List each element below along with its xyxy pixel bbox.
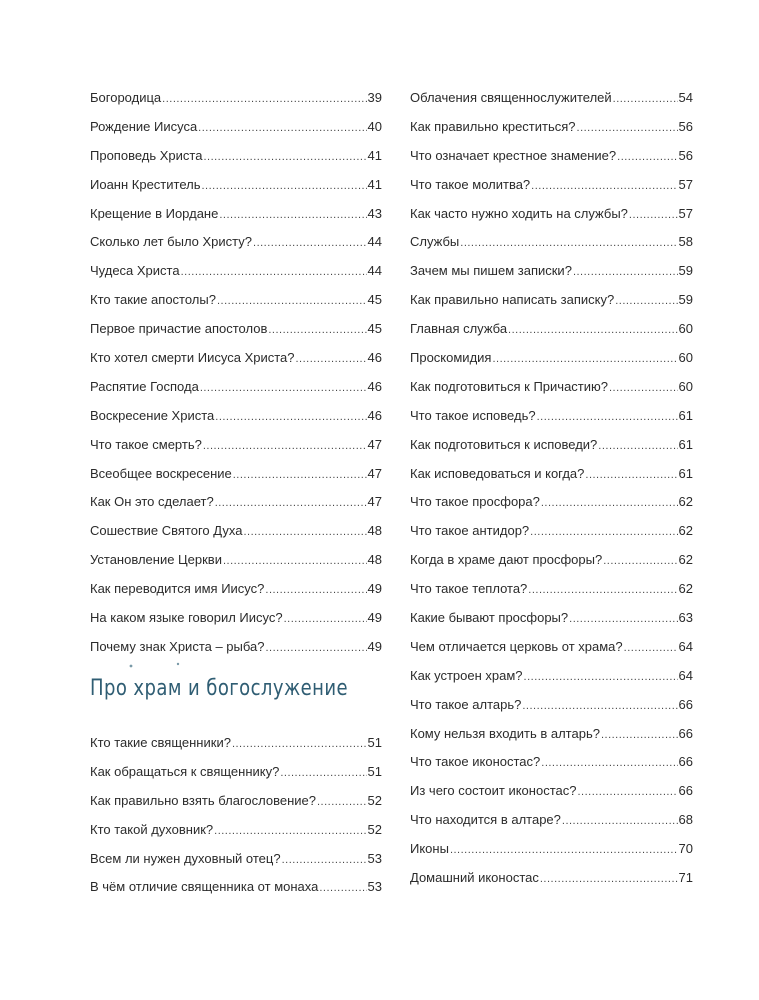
toc-entry-page: 62 [678,552,693,568]
toc-entry [410,695,693,724]
toc-entry-title: Как правильно креститься? [410,118,576,134]
toc-entry [410,550,693,579]
dot-leader [217,291,367,311]
toc-entry-title: Воскресение Христа [90,407,215,423]
dot-leader [317,792,367,812]
toc-entry-title: Главная служба [410,321,508,337]
dot-leader [531,176,677,196]
toc-entry-title: Как часто нужно ходить на службы? [410,205,628,221]
toc-entry-title: Что находится в алтаре? [410,812,561,828]
toc-entry-title: Всеобщее воскресение [90,465,232,481]
toc-entry [410,608,693,637]
toc-entry-title: Иконы [410,841,449,857]
toc-entry-title: Из чего состоит иконостас? [410,783,577,799]
toc-entry-page: 44 [367,234,382,250]
toc-entry-page: 59 [678,292,693,308]
toc-entry-title: Домашний иконостас [410,870,539,886]
toc-entry-title: Всем ли нужен духовный отец? [90,850,281,866]
toc-entry [90,550,382,579]
toc-entry-page: 39 [367,90,382,105]
toc-entry-page: 41 [367,176,382,192]
toc-entry [410,232,693,261]
dot-leader [232,734,367,754]
dot-leader [280,763,366,783]
toc-entry [90,290,382,319]
dot-leader [569,609,677,629]
dot-leader [541,753,677,773]
dot-leader [198,118,366,138]
toc-entry [410,521,693,550]
toc-entry [90,88,382,117]
toc-entry [410,781,693,810]
dot-leader [215,493,367,513]
dot-leader [528,580,677,600]
toc-entry [90,435,382,464]
toc-section-list [90,733,382,906]
dot-leader [562,811,678,831]
dot-leader [508,320,677,340]
dot-leader [282,850,367,870]
toc-entry-page: 61 [678,436,693,452]
toc-entry-page: 46 [367,407,382,423]
toc-entry [410,348,693,377]
dot-leader [522,696,677,716]
toc-entry [90,877,382,906]
dot-leader [284,609,367,629]
dot-leader [200,378,367,398]
dot-leader [460,233,677,253]
dot-leader [202,176,367,196]
toc-entry [90,232,382,261]
toc-entry [410,261,693,290]
toc-entry [90,464,382,493]
toc-entry [410,175,693,204]
dot-leader [524,667,678,687]
toc-entry [90,175,382,204]
toc-entry-page: 60 [678,378,693,394]
dot-leader [203,436,367,456]
toc-entry-title: Проскомидия [410,350,492,366]
toc-entry-title: Чудеса Христа [90,263,180,279]
toc-entry-page: 53 [367,850,382,866]
toc-entry-page: 43 [367,205,382,221]
toc-entry-title: Кто такие апостолы? [90,292,216,308]
toc-entry [90,319,382,348]
toc-entry [410,377,693,406]
dot-leader [573,262,678,282]
toc-entry-title: Как Он это сделает? [90,494,214,510]
toc-entry-page: 46 [367,350,382,366]
toc-entry-title: Кто хотел смерти Иисуса Христа? [90,350,295,366]
toc-entry-title: Сошествие Святого Духа [90,523,243,539]
dot-leader [624,638,678,658]
dot-leader [243,522,366,542]
toc-entry-title: Что такое смерть? [90,436,202,452]
dot-leader [613,89,678,109]
decorative-dots [128,660,188,672]
toc-entry-page: 70 [678,841,693,857]
toc-entry-title: Рождение Иисуса [90,118,198,134]
toc-entry-title: Богородица [90,90,162,105]
toc-entry [90,579,382,608]
dot-leader [268,320,366,340]
dot-leader [601,725,678,745]
dot-leader [253,233,367,253]
dot-leader [233,465,367,485]
toc-entry-page: 71 [678,870,693,886]
toc-entry-page: 52 [367,792,382,808]
toc-entry-title: Как обращаться к священнику? [90,763,280,779]
toc-entry [410,146,693,175]
toc-column-right [410,88,693,897]
toc-entry-title: Что означает крестное знамение? [410,147,617,163]
toc-entry-title: Как подготовиться к Причастию? [410,378,608,394]
dot-leader [615,291,677,311]
toc-entry [410,435,693,464]
toc-entry-title: Как устроен храм? [410,667,523,683]
toc-entry [90,146,382,175]
dot-leader [219,205,366,225]
toc-entry [410,579,693,608]
toc-entry [90,762,382,791]
toc-entry-page: 46 [367,378,382,394]
toc-entry [410,752,693,781]
toc-entry-title: Что такое антидор? [410,523,530,539]
toc-entry-title: Кто такой духовник? [90,821,214,837]
toc-entry-page: 45 [367,321,382,337]
toc-entry-title: Что такое теплота? [410,581,528,597]
toc-entry [410,406,693,435]
toc-entry [410,464,693,493]
toc-entry-page: 45 [367,292,382,308]
toc-entry-page: 51 [367,735,382,750]
dot-leader [296,349,367,369]
toc-entry-title: Почему знак Христа – рыба? [90,638,265,654]
toc-entry-page: 64 [678,667,693,683]
dot-leader [530,522,677,542]
toc-entry-page: 52 [367,821,382,837]
toc-entry-page: 47 [367,436,382,452]
dot-leader [585,465,677,485]
dot-leader [492,349,677,369]
dot-leader [214,821,366,841]
dot-leader [203,147,366,167]
dot-leader [577,782,677,802]
toc-entry-page: 41 [367,147,382,163]
toc-entry-page: 60 [678,350,693,366]
toc-entry-page: 66 [678,754,693,770]
toc-entry-title: Первое причастие апостолов [90,321,268,337]
toc-entry-title: На каком языке говорил Иисус? [90,610,283,626]
toc-entry-title: Как исповедоваться и когда? [410,465,585,481]
toc-entry-title: Что такое исповедь? [410,407,536,423]
dot-leader [162,89,366,109]
toc-entry-page: 63 [678,610,693,626]
toc-entry [410,724,693,753]
dot-leader [450,840,678,860]
toc-entry-page: 40 [367,118,382,134]
toc-entry-title: Что такое молитва? [410,176,531,192]
toc-entry-title: Облачения священнослужителей [410,90,612,105]
toc-entry [410,88,693,117]
toc-entry-page: 61 [678,465,693,481]
toc-entry-title: Как правильно написать записку? [410,292,615,308]
dot-leader [215,407,366,427]
dot-leader [265,580,366,600]
toc-entry-page: 51 [367,763,382,779]
toc-entry-title: Кому нельзя входить в алтарь? [410,725,600,741]
dot-leader [223,551,367,571]
toc-entry-title: Крещение в Иордане [90,205,219,221]
toc-entry [410,492,693,521]
toc-entry-page: 44 [367,263,382,279]
toc-entry-title: Что такое просфора? [410,494,540,510]
dot-leader [603,551,677,571]
dot-leader [540,869,678,889]
toc-entry-page: 60 [678,321,693,337]
toc-entry-page: 62 [678,523,693,539]
toc-entry [410,839,693,868]
dot-leader [617,147,677,167]
toc-entry-title: Иоанн Креститель [90,176,201,192]
toc-entry-page: 64 [678,638,693,654]
toc-entry-page: 61 [678,407,693,423]
toc-entry-page: 66 [678,725,693,741]
dot-leader [266,638,367,658]
toc-entry-page: 58 [678,234,693,250]
toc-entry [90,608,382,637]
toc-entry-title: Проповедь Христа [90,147,203,163]
toc-entry [410,319,693,348]
toc-entry-page: 59 [678,263,693,279]
toc-entry [90,492,382,521]
dot-leader [598,436,677,456]
dot-leader [577,118,678,138]
toc-entry-title: Как подготовиться к исповеди? [410,436,598,452]
toc-entry-title: Когда в храме дают просфоры? [410,552,603,568]
toc-column-left [90,88,382,666]
dot-leader [181,262,367,282]
toc-entry-title: Установление Церкви [90,552,222,568]
dot-leader [609,378,678,398]
toc-entry-page: 48 [367,552,382,568]
toc-entry-title: Зачем мы пишем записки? [410,263,572,279]
toc-entry-page: 47 [367,465,382,481]
toc-entry-title: Как правильно взять благословение? [90,792,316,808]
toc-entry-title: Как переводится имя Иисус? [90,581,265,597]
toc-entry-page: 68 [678,812,693,828]
toc-entry [90,377,382,406]
toc-entry-title: Что такое иконостас? [410,754,541,770]
toc-entry-title: Что такое алтарь? [410,696,522,712]
dot-leader [629,205,678,225]
toc-entry-page: 56 [678,118,693,134]
toc-entry [90,117,382,146]
toc-entry-page: 62 [678,581,693,597]
toc-entry-title: Кто такие священники? [90,735,231,750]
dot-leader [319,878,366,898]
toc-entry-page: 62 [678,494,693,510]
toc-entry [410,117,693,146]
toc-entry [90,521,382,550]
toc-entry-title: Сколько лет было Христу? [90,234,253,250]
toc-entry [90,733,382,762]
toc-entry-page: 57 [678,205,693,221]
toc-entry [90,406,382,435]
toc-entry [410,810,693,839]
toc-entry-page: 66 [678,696,693,712]
toc-entry-title: Службы [410,234,460,250]
toc-entry [90,791,382,820]
toc-entry-page: 56 [678,147,693,163]
dot-leader [541,493,678,513]
toc-entry [90,820,382,849]
toc-entry-page: 54 [678,90,693,105]
toc-entry [410,666,693,695]
toc-entry [410,637,693,666]
toc-entry-page: 49 [367,610,382,626]
section-heading: Про храм и богослужение [90,676,348,701]
toc-entry [90,204,382,233]
toc-entry-title: В чём отличие священника от монаха [90,879,319,895]
toc-entry-title: Распятие Господа [90,378,199,394]
toc-entry [410,868,693,897]
toc-entry-page: 49 [367,638,382,654]
toc-entry [410,290,693,319]
toc-entry [90,261,382,290]
toc-entry [90,348,382,377]
toc-entry [410,204,693,233]
toc-entry-page: 53 [367,879,382,895]
toc-entry-title: Чем отличается церковь от храма? [410,638,623,654]
dot-leader [537,407,678,427]
toc-entry-page: 48 [367,523,382,539]
toc-entry-page: 66 [678,783,693,799]
toc-entry [90,849,382,878]
toc-entry-title: Какие бывают просфоры? [410,610,569,626]
toc-entry-page: 49 [367,581,382,597]
toc-entry-page: 57 [678,176,693,192]
toc-entry-page: 47 [367,494,382,510]
